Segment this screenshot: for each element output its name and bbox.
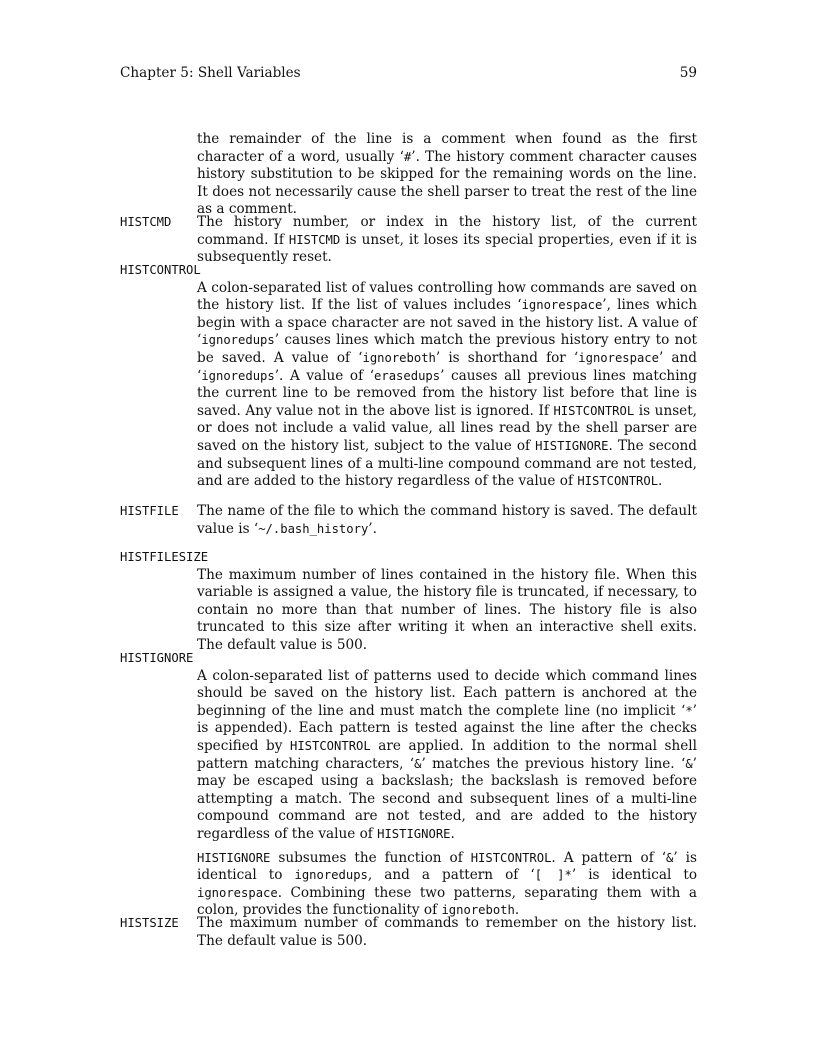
chapter-title: Chapter 5: Shell Variables — [120, 65, 301, 81]
term-histsize: HISTSIZE — [120, 916, 179, 930]
entry-histfilesize — [120, 549, 697, 655]
term-histignore: HISTIGNORE — [120, 651, 194, 665]
histfile-description — [197, 503, 697, 538]
entry-histsize — [120, 915, 697, 950]
histchars-continuation — [120, 131, 697, 219]
histchars-paragraph: the remainder of the line is a comment when found as the first character of a word, usually ‘#’. The history comment character causes history substitution to be skipped for the remaining words on the line. It does not necessarily cause the shell parser to treat the rest of the line as a comment. — [197, 131, 697, 218]
term-histcontrol: HISTCONTROL — [120, 263, 201, 277]
histfilesize-paragraph: The maximum number of lines contained in the history file. When this variable is assigned a value, the history file is truncated, if necessary, to contain no more than that number of lines. The history file is also truncated to this size after writing it when an interactive shell exits. The default value is 500. — [197, 566, 697, 653]
histsize-paragraph: The maximum number of commands to remember on the history list. The default value is 500. — [197, 915, 697, 949]
histignore-paragraph-1: A colon-separated list of patterns used to decide which command lines should be saved on the history list. Each pattern is anchored at the beginning of the line and must match the complete line (no implicit ‘*’ is appended). Each pattern is tested against the line after the checks specified by HISTCONTROL are applied. In addition to the normal shell pattern matching characters, ‘&’ matches the previous history line. ‘&’ may be escaped using a backslash; the backslash is removed before attempting a match. The second and subsequent lines of a multi-line compound command are not tested, and are added to the history regardless of the value of HISTIGNORE. — [197, 667, 697, 842]
histcontrol-paragraph: A colon-separated list of values controlling how commands are saved on the history list. If the list of values includes ‘ignorespace’, lines which begin with a space character are not saved in the history list. A value of ‘ignoredups’ causes lines which match the previous history entry to not be saved. A value of ‘ignoreboth’ is shorthand for ‘ignorespace’ and ‘ignoredups’. A value of ‘erasedups’ causes all previous lines matching the current line to be removed from the history list before that line is saved. Any value not in the above list is ignored. If HISTCONTROL is unset, or does not include a valid value, all lines read by the shell parser are saved on the history list, subject to the value of HISTIGNORE. The second and subsequent lines of a multi-line compound command are not tested, and are added to the history regardless of the value of HISTCONTROL. — [197, 279, 698, 490]
histcmd-paragraph: The history number, or index in the history list, of the current command. If HISTCMD is unset, it loses its special properties, even if it is subsequently reset. — [197, 214, 697, 266]
entry-histignore — [120, 650, 697, 920]
page-number: 59 — [679, 65, 697, 81]
entry-histcmd — [120, 214, 697, 267]
histfile-paragraph: The name of the file to which the command history is saved. The default value is ‘~/.bash_history’. — [197, 503, 697, 537]
histsize-description — [197, 915, 697, 950]
histignore-paragraph-2: HISTIGNORE subsumes the function of HISTCONTROL. A pattern of ‘&’ is identical to ignoredups, and a pattern of ‘[ ]*’ is identical to ignorespace. Combining these two patterns, separating them with a colon, provides the functionality of ignoreboth. — [197, 849, 697, 919]
entry-histcontrol — [120, 262, 697, 491]
histcmd-description — [197, 214, 697, 267]
histchars-description — [197, 131, 697, 219]
term-histfile: HISTFILE — [120, 504, 179, 518]
histfilesize-description — [197, 567, 697, 655]
entry-histfile — [120, 503, 697, 538]
term-histfilesize: HISTFILESIZE — [120, 550, 209, 564]
histignore-description — [197, 668, 697, 920]
term-histcmd: HISTCMD — [120, 215, 172, 229]
histcontrol-description — [197, 280, 697, 491]
